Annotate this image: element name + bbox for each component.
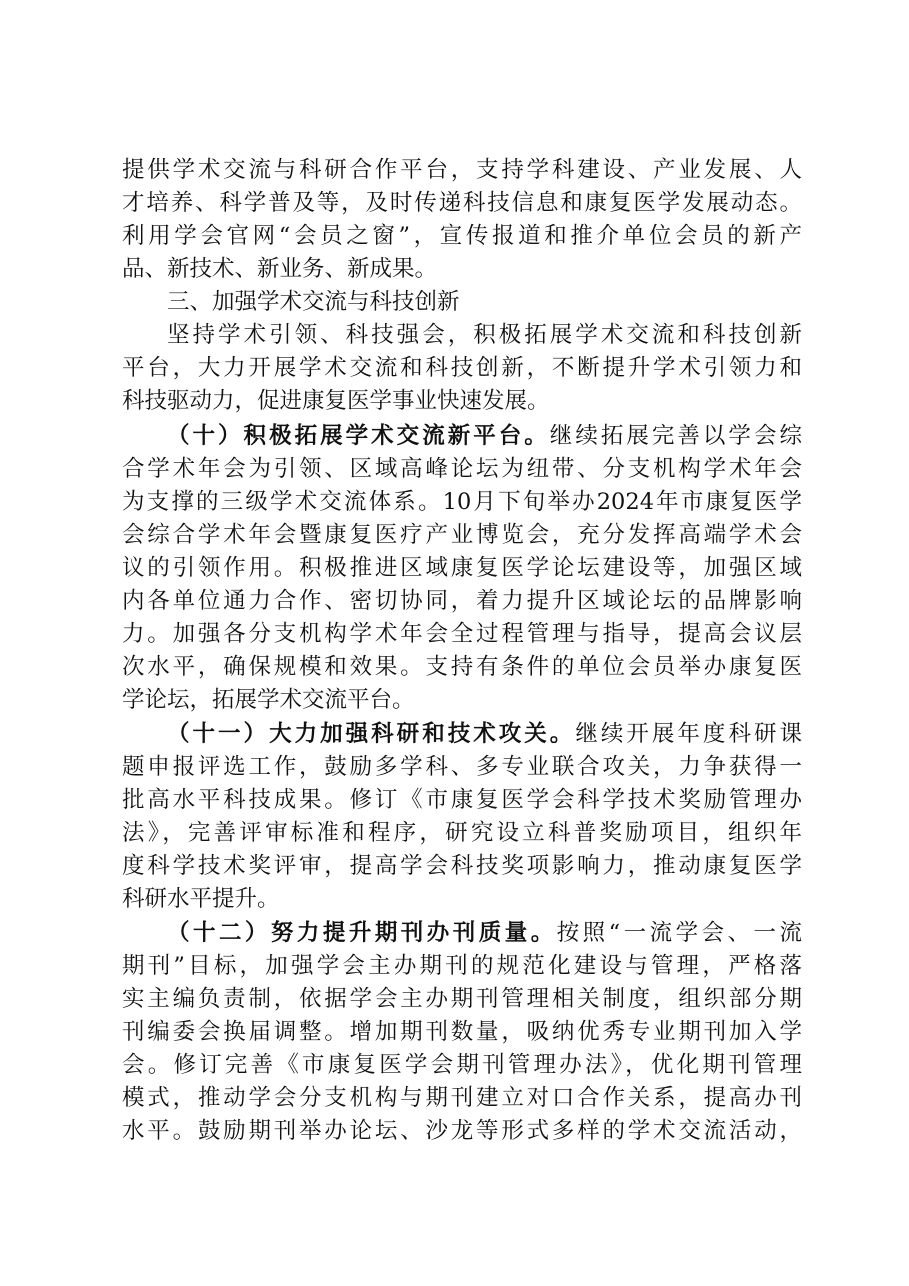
item12-line-1: 期刊”目标，加强学会主办期刊的规范化建设与管理，严格落 bbox=[122, 953, 802, 979]
item10-line-6: 力。加强各分支机构学术年会全过程管理与指导，提高会议层 bbox=[122, 621, 802, 647]
intro-line-4: 品、新技术、新业务、新成果。 bbox=[122, 256, 438, 282]
item12-title: （十二）努力提升期刊办刊质量。 bbox=[167, 920, 557, 946]
item12-first-rest: 按照“一流学会、一流 bbox=[556, 920, 802, 946]
item12-line-4: 会。修订完善《市康复医学会期刊管理办法》，优化期刊管理 bbox=[122, 1052, 802, 1078]
item10-first-line bbox=[167, 419, 802, 453]
item12-line-3: 刊编委会换届调整。增加期刊数量，吸纳优秀专业期刊加入学 bbox=[122, 1019, 802, 1045]
item10-line-8: 学论坛，拓展学术交流平台。 bbox=[122, 687, 415, 713]
section-line-1: 坚持学术引领、科技强会，积极拓展学术交流和科技创新 bbox=[167, 322, 802, 348]
item11-first-line bbox=[167, 717, 802, 751]
item10-title: （十）积极拓展学术交流新平台。 bbox=[167, 423, 550, 449]
item10-line-2: 为支撑的三级学术交流体系。10月下旬举办2024年市康复医学 bbox=[122, 489, 802, 515]
item10-line-7: 次水平，确保规模和效果。支持有条件的单位会员举办康复医 bbox=[122, 654, 802, 680]
item11-line-5: 科研水平提升。 bbox=[122, 886, 280, 912]
intro-line-3: 利用学会官网“会员之窗”，宣传报道和推介单位会员的新产 bbox=[122, 223, 802, 249]
intro-line-1: 提供学术交流与科研合作平台，支持学科建设、产业发展、人 bbox=[122, 157, 802, 183]
item10-line-1: 合学术年会为引领、区域高峰论坛为纽带、分支机构学术年会 bbox=[122, 456, 802, 482]
section-heading: 三、加强学术交流与科技创新 bbox=[167, 289, 460, 315]
item10-first-rest: 继续拓展完善以学会综 bbox=[549, 423, 802, 449]
item11-line-3: 法》，完善评审标准和程序，研究设立科普奖励项目，组织年 bbox=[122, 820, 802, 846]
item11-line-2: 批高水平科技成果。修订《市康复医学会科学技术奖励管理办 bbox=[122, 787, 802, 813]
intro-line-2: 才培养、科学普及等，及时传递科技信息和康复医学发展动态。 bbox=[122, 190, 802, 216]
item10-line-4: 议的引领作用。积极推进区域康复医学论坛建设等，加强区域 bbox=[122, 555, 802, 581]
item12-line-6: 水平。鼓励期刊举办论坛、沙龙等形式多样的学术交流活动， bbox=[122, 1118, 802, 1144]
item10-line-3: 会综合学术年会暨康复医疗产业博览会，充分发挥高端学术会 bbox=[122, 522, 802, 548]
section-line-2: 平台，大力开展学术交流和科技创新，不断提升学术引领力和 bbox=[122, 355, 802, 381]
item12-first-line bbox=[167, 916, 802, 950]
item11-first-rest: 继续开展年度科研课 bbox=[575, 721, 802, 747]
section-line-3: 科技驱动力，促进康复医学事业快速发展。 bbox=[122, 388, 550, 414]
item11-line-4: 度科学技术奖评审，提高学会科技奖项影响力，推动康复医学 bbox=[122, 853, 802, 879]
item12-line-5: 模式，推动学会分支机构与期刊建立对口合作关系，提高办刊 bbox=[122, 1085, 802, 1111]
item11-line-1: 题申报评选工作，鼓励多学科、多专业联合攻关，力争获得一 bbox=[122, 754, 802, 780]
item10-line-5: 内各单位通力合作、密切协同，着力提升区域论坛的品牌影响 bbox=[122, 588, 802, 614]
item11-title: （十一）大力加强科研和技术攻关。 bbox=[167, 721, 576, 747]
item12-line-2: 实主编负责制，依据学会主办期刊管理相关制度，组织部分期 bbox=[122, 986, 802, 1012]
